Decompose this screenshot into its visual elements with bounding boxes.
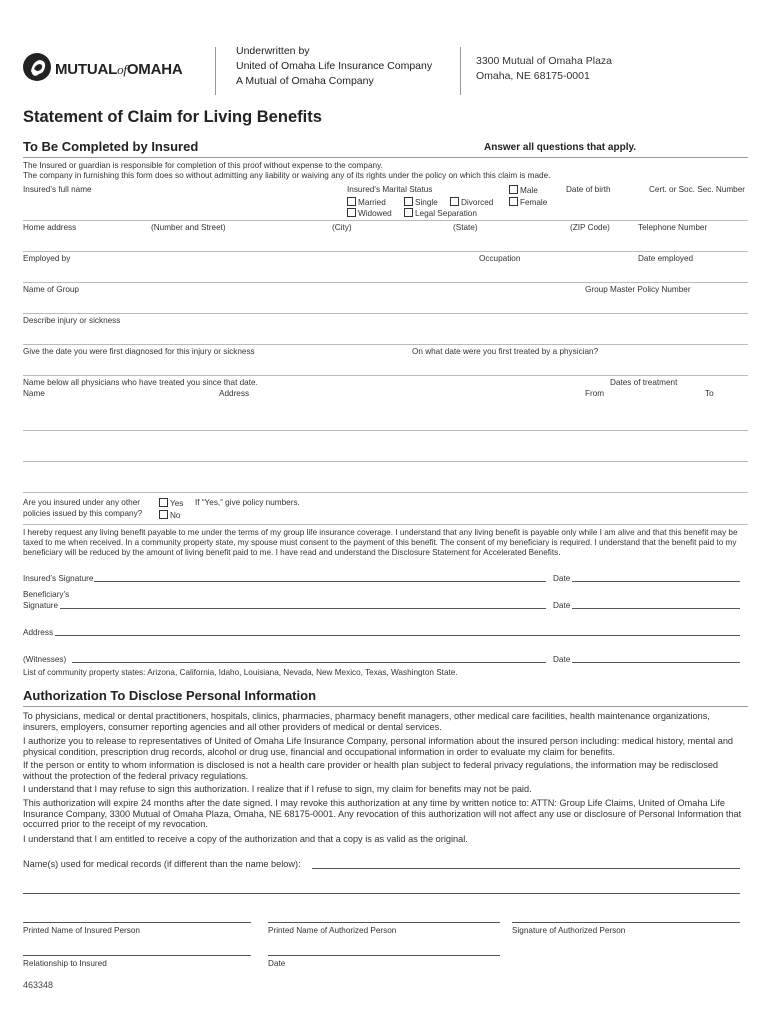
witnesses-label: (Witnesses)	[23, 655, 67, 664]
form-number: 463348	[23, 980, 54, 990]
yes-option[interactable]: Yes	[159, 498, 183, 509]
first-treated-label: On what date were you first treated by a physician?	[412, 347, 599, 356]
witness-date-field[interactable]	[572, 654, 740, 663]
physicians-intro: Name below all physicians who have treated you since that date.	[23, 378, 258, 387]
city-label: (City)	[332, 223, 352, 232]
auth-date-label: Date	[268, 959, 286, 968]
date-employed-label: Date employed	[638, 254, 694, 263]
legal-separation-checkbox[interactable]	[404, 208, 413, 217]
address-line1: 3300 Mutual of Omaha Plaza	[476, 55, 612, 67]
male-option[interactable]: Male	[509, 185, 538, 196]
auth-paragraph-1: To physicians, medical or dental practitioners, hospitals, clinics, pharmacies, pharmacy benefit managers, other medical care facilities, health maintenance organizations, insurers, employers, consumer reporting agencies and all other providers of medical or dental services.	[23, 711, 710, 732]
telephone-label: Telephone Number	[638, 223, 708, 232]
auth-paragraph-4: I understand that I may refuse to sign this authorization. I realize that if I refuse to sign, my claim for benefits may not be paid.	[23, 784, 532, 794]
names-used-field[interactable]	[312, 859, 740, 869]
widowed-option[interactable]: Widowed	[347, 208, 392, 219]
printed-insured-label: Printed Name of Insured Person	[23, 926, 140, 935]
auth-paragraph-2: I authorize you to release to representatives of United of Omaha Life Insurance Company, personal information about the insured person including: medical history, mental and physical condition, prescription drug records, alcohol or drug use, financial and occupational information in order to evaluate my claim for benefits.	[23, 736, 734, 757]
insured-date-field[interactable]	[572, 573, 740, 582]
full-name-label: Insured’s full name	[23, 185, 92, 194]
insured-signature-field[interactable]	[94, 573, 546, 582]
dates-treatment-label: Dates of treatment	[610, 378, 678, 387]
underwritten-line2: United of Omaha Life Insurance Company	[236, 60, 433, 72]
beneficiary-label-1: Beneficiary’s	[23, 590, 70, 599]
other-insurance-question: Are you insured under any other policies issued by this company?	[23, 498, 143, 518]
underwritten-line3: A Mutual of Omaha Company	[236, 75, 374, 87]
header-divider-2	[460, 47, 461, 95]
female-option[interactable]: Female	[509, 197, 547, 208]
signature-authorized-label: Signature of Authorized Person	[512, 926, 626, 935]
no-checkbox[interactable]	[159, 510, 168, 519]
beneficiary-signature-field[interactable]	[60, 600, 546, 609]
intro-line2: The company in furnishing this form does so without admitting any liability or waiving any of its rights under the policy on which this claim is made.	[23, 171, 551, 180]
widowed-checkbox[interactable]	[347, 208, 356, 217]
yes-checkbox[interactable]	[159, 498, 168, 507]
header-divider	[215, 47, 216, 95]
divorced-checkbox[interactable]	[450, 197, 459, 206]
legal-separation-option[interactable]: Legal Separation	[404, 208, 477, 219]
company-address	[476, 54, 612, 84]
underwritten-block	[236, 44, 432, 89]
names-used-field-2[interactable]	[23, 884, 740, 894]
occupation-label: Occupation	[479, 254, 521, 263]
address-label: Address	[23, 628, 54, 637]
auth-paragraph-5: This authorization will expire 24 months after the date signed. I may revoke this authorization at any time by written notice to: ATTN: Group Life Claims, United of Omaha Life Insurance Company, 3300 Mutual of Omaha Plaza, Omaha, NE 68175-0001. Any revocation of this authorization will not affect any use or disclosure of Personal Information that occurred prior to the receipt of my revocation.	[23, 798, 742, 830]
logo	[22, 51, 197, 85]
lion-head-icon	[22, 51, 52, 83]
signature-authorized-field[interactable]	[512, 913, 740, 923]
insured-signature-label: Insured’s Signature	[23, 574, 94, 583]
auth-paragraph-3: If the person or entity to whom information is disclosed is not a health care provider or health plan subject to federal privacy regulations, the information may be redisclosed without the protection of the federal privacy regulations.	[23, 760, 719, 781]
cert-label: Cert. or Soc. Sec. Number	[649, 185, 746, 194]
beneficiary-date-field[interactable]	[572, 600, 740, 609]
community-states: List of community property states: Arizona, California, Idaho, Louisiana, Nevada, New Mexico, Texas, Washington State.	[23, 668, 458, 677]
witnesses-field[interactable]	[72, 654, 546, 663]
group-master-label: Group Master Policy Number	[585, 285, 691, 294]
single-option[interactable]: Single	[404, 197, 438, 208]
section1-heading: To Be Completed by Insured	[23, 139, 199, 154]
answer-note: Answer all questions that apply.	[484, 142, 637, 153]
dob-label: Date of birth	[566, 185, 611, 194]
married-option[interactable]: Married	[347, 197, 386, 208]
page-title: Statement of Claim for Living Benefits	[23, 108, 322, 126]
describe-label: Describe injury or sickness	[23, 316, 121, 325]
printed-insured-field[interactable]	[23, 913, 251, 923]
col-from-label: From	[585, 389, 605, 398]
witness-date-label: Date	[553, 655, 571, 664]
section2-heading: Authorization To Disclose Personal Information	[23, 688, 317, 703]
first-diagnosed-label: Give the date you were first diagnosed for this injury or sickness	[23, 347, 255, 356]
divorced-option[interactable]: Divorced	[450, 197, 493, 208]
col-address-label: Address	[219, 389, 250, 398]
auth-date-field[interactable]	[268, 946, 500, 956]
request-paragraph: I hereby request any living benefit payable to me under the terms of my group life insurance coverage. I understand that any living benefit is payable only while I am alive and that this benefit may be taxed to me when received. In a community property state, my spouse must consent to the payment of this benefit. The consent of my beneficiary is required. I understand that the benefit paid to my beneficiary will be reduced by the amount of living benefit paid to me. I have read and understand the Disclosure Statement for Accelerated Benefits.	[23, 528, 738, 557]
group-name-label: Name of Group	[23, 285, 79, 294]
no-option[interactable]: No	[159, 510, 180, 521]
address-line2: Omaha, NE 68175-0001	[476, 70, 590, 82]
if-yes-label: If “Yes,” give policy numbers.	[195, 498, 300, 507]
beneficiary-label-2: Signature	[23, 601, 59, 610]
names-used-label: Name(s) used for medical records (if different than the name below):	[23, 859, 301, 869]
single-checkbox[interactable]	[404, 197, 413, 206]
logo-wordmark: MUTUALofOMAHA	[55, 61, 183, 78]
zip-label: (ZIP Code)	[570, 223, 610, 232]
beneficiary-date-label: Date	[553, 601, 571, 610]
insured-date-label: Date	[553, 574, 571, 583]
address-field[interactable]	[55, 627, 740, 636]
marital-status-label: Insured’s Marital Status	[347, 185, 433, 194]
male-checkbox[interactable]	[509, 185, 518, 194]
printed-authorized-field[interactable]	[268, 913, 500, 923]
intro-line1: The Insured or guardian is responsible for completion of this proof without expense to the company.	[23, 161, 383, 170]
col-to-label: To	[705, 389, 714, 398]
home-address-label: Home address	[23, 223, 77, 232]
col-name-label: Name	[23, 389, 45, 398]
relationship-label: Relationship to Insured	[23, 959, 107, 968]
state-label: (State)	[453, 223, 478, 232]
underwritten-line1: Underwritten by	[236, 45, 310, 57]
married-checkbox[interactable]	[347, 197, 356, 206]
relationship-field[interactable]	[23, 946, 251, 956]
printed-authorized-label: Printed Name of Authorized Person	[268, 926, 397, 935]
auth-paragraph-6: I understand that I am entitled to receive a copy of the authorization and that a copy is as valid as the original.	[23, 834, 468, 844]
female-checkbox[interactable]	[509, 197, 518, 206]
number-street-label: (Number and Street)	[151, 223, 226, 232]
employed-by-label: Employed by	[23, 254, 71, 263]
